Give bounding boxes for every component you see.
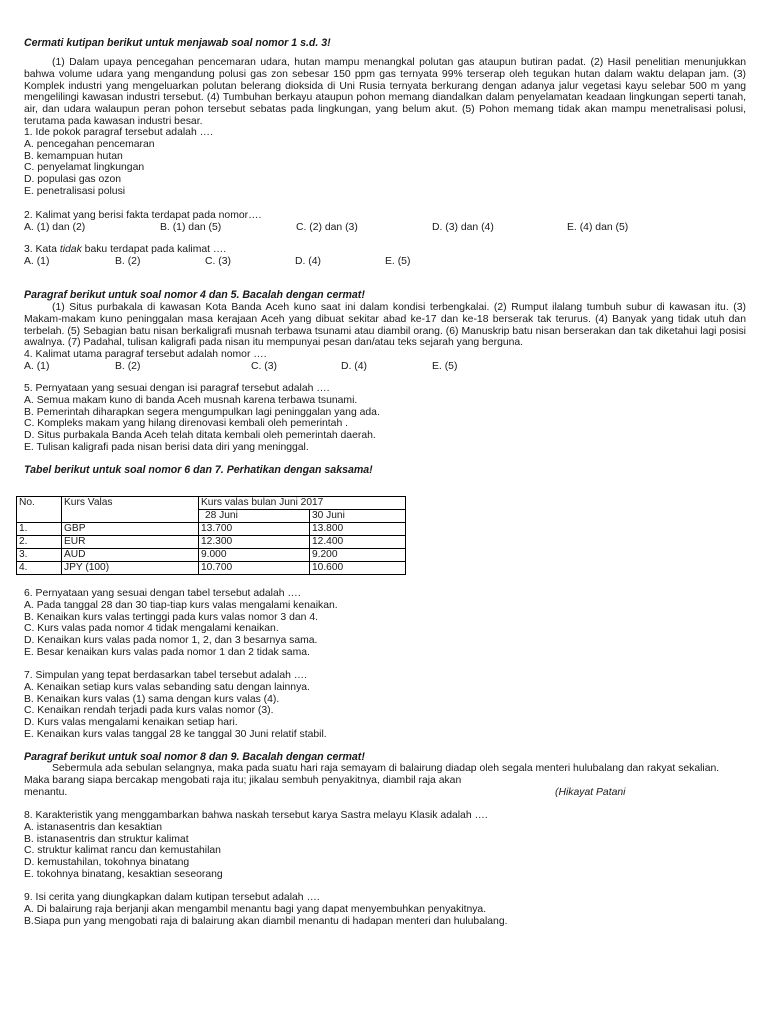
option: E. penetralisasi polusi (24, 185, 126, 197)
option: E. tokohnya binatang, kesaktian seseorang (24, 868, 223, 880)
option: A. Kenaikan setiap kurs valas sebanding satu dengan lainnya. (24, 681, 310, 693)
option: D. (3) dan (4) (432, 221, 494, 233)
question-text: 4. Kalimat utama paragraf tersebut adalah nomor …. (24, 349, 267, 360)
cell-date1: 9.000 (199, 549, 310, 562)
section1-passage: (1) Dalam upaya pencegahan pencemaran udara, hutan mampu menangkal polutan gas ataupun butiran padat. (2) Hasil penelitian menunjukkan bahwa volume udara yang mengandung polusi gas zon sebesar 150 ppm gas ternyata 99% terserap oleh tegukan hutan dalam waktu delapan jam. (3) Komplek industri yang mengeluarkan polutan belerang dioksida di Uni Rusia ternyata berkurang dengan adanya jalur vegetasi kayu selebar 500 m yang mengelilingi kawasan industri tersebut. (4) Tumbuhan berkayu ataupun pohon memang diandalkan dalam penyelamatan keadaan lingkungan seperti tanah, air, dan udara walaupun peran pohon tersebut sebatas pada lingkungan, yang belum akut. (5) Pohon memang tidak akan mampu menetralisasi polusi, terutama pada kawasan industri besar. (24, 57, 746, 127)
cell-date1: 10.700 (199, 562, 310, 575)
section1-heading: Cermati kutipan berikut untuk menjawab soal nomor 1 s.d. 3! (24, 37, 331, 49)
option: E. (5) (385, 255, 411, 267)
option: B. (2) (115, 360, 141, 372)
cell-no: 3. (17, 549, 62, 562)
option: B. Pemerintah diharapkan segera mengumpulkan lagi peninggalan yang ada. (24, 406, 380, 418)
question-6 (24, 588, 746, 659)
option: C. (3) (251, 360, 277, 372)
option: A. Di balairung raja berjanji akan mengambil menantu bagi yang dapat menyembuhkan penyakitnya. (24, 903, 487, 915)
section2-passage: (1) Situs purbakala di kawasan Kota Banda Aceh kuno saat ini dalam kondisi terbengkalai. (2) Rumput ilalang tumbuh subur di kawasan itu. (3) Makam-makam kuno peninggalan masa kerajaan Aceh yang dibuat sekitar abad ke-17 dan ke-18 berserak tak terurus. (4) Banyak yang tidak utuh dan terbelah. (5) Sebagian batu nisan berkaligrafi musnah terbawa tsunami atau diambil orang. (6) Manuskrip batu nisan berserakan dan tak diketahui lagi posisi awalnya. (7) Padahal, tulisan kaligrafi pada nisan itu mempunyai pesan dan/atau teks sejarah yang berguna. (24, 302, 746, 349)
option: C. (2) dan (3) (296, 221, 358, 233)
option: A. pencegahan pencemaran (24, 138, 155, 150)
table-header-row (17, 497, 406, 510)
question-7 (24, 670, 746, 741)
cell-no: 4. (17, 562, 62, 575)
option: A. (1) dan (2) (24, 221, 86, 233)
option: B. Kenaikan kurs valas (1) sama dengan kurs valas (4). (24, 693, 280, 705)
section4-heading: Paragraf berikut untuk soal nomor 8 dan 9. Bacalah dengan cermat! (24, 751, 365, 763)
italic-word: tidak (59, 244, 82, 255)
cell-no: 1. (17, 523, 62, 536)
section3-heading: Tabel berikut untuk soal nomor 6 dan 7. Perhatikan dengan saksama! (24, 464, 373, 476)
option: A. Pada tanggal 28 dan 30 tiap-tiap kurs valas mengalami kenaikan. (24, 599, 338, 611)
question-9 (24, 892, 746, 927)
header-date2: 30 Juni (310, 510, 406, 523)
option: A. istanasentris dan kesaktian (24, 821, 163, 833)
question-8 (24, 810, 746, 881)
table-row (17, 549, 406, 562)
cell-kurs: GBP (62, 523, 199, 536)
question-1 (24, 127, 746, 198)
option: C. (3) (205, 255, 231, 267)
option: A. (1) (24, 360, 50, 372)
option: D. (4) (295, 255, 321, 267)
option: C. Kurs valas pada nomor 4 tidak mengalami kenaikan. (24, 623, 279, 635)
option: C. struktur kalimat rancu dan kemustahilan (24, 845, 221, 857)
option: D. kemustahilan, tokohnya binatang (24, 857, 190, 869)
option: E. Besar kenaikan kurs valas pada nomor 1 dan 2 tidak sama. (24, 646, 310, 658)
option: A. Semua makam kuno di banda Aceh musnah karena terbawa tsunami. (24, 394, 358, 406)
option: B. (1) dan (5) (160, 221, 222, 233)
header-kurs: Kurs Valas (62, 497, 199, 523)
options-row (24, 256, 746, 268)
option: C. penyelamat lingkungan (24, 162, 145, 174)
option: E. (4) dan (5) (567, 221, 629, 233)
table-row (17, 536, 406, 549)
question-text: 8. Karakteristik yang menggambarkan bahwa naskah tersebut karya Sastra melayu Klasik adalah …. (24, 810, 488, 821)
question-2 (24, 210, 746, 234)
section4-passage-line3: menantu. (Hikayat Patani (24, 787, 626, 798)
option: C. Kompleks makam yang hilang direnovasi kembali oleh pemerintah . (24, 418, 349, 430)
table-row (17, 523, 406, 536)
kurs-valas-table (16, 496, 406, 575)
option: D. populasi gas ozon (24, 174, 122, 186)
option: D. Situs purbakala Banda Aceh telah ditata kembali oleh pemerintah daerah. (24, 430, 376, 442)
question-text: 1. Ide pokok paragraf tersebut adalah …. (24, 127, 213, 138)
section2-heading: Paragraf berikut untuk soal nomor 4 dan 5. Bacalah dengan cermat! (24, 289, 365, 301)
question-4 (24, 349, 746, 373)
cell-date1: 13.700 (199, 523, 310, 536)
section4-passage-line1: Sebermula ada sebulan selangnya, maka pada suatu hari raja semayam di balairung diadap oleh segala menteri hulubalang dan rakyat sekalian. (52, 763, 720, 774)
cell-date2: 9.200 (310, 549, 406, 562)
question-text: 7. Simpulan yang tepat berdasarkan tabel tersebut adalah …. (24, 670, 308, 681)
section4-passage-line2: Maka barang siapa bercakap mengobati raja itu; jikalau sembuh penyakitnya, diambil raja akan (24, 775, 462, 786)
question-text: 5. Pernyataan yang sesuai dengan isi paragraf tersebut adalah …. (24, 383, 330, 394)
option: B. istanasentris dan struktur kalimat (24, 833, 189, 845)
question-5 (24, 383, 746, 454)
question-text: 2. Kalimat yang berisi fakta terdapat pada nomor…. (24, 210, 262, 221)
option: C. Kenaikan rendah terjadi pada kurs valas nomor (3). (24, 705, 274, 717)
header-group: Kurs valas bulan Juni 2017 (199, 497, 406, 510)
header-no: No. (17, 497, 62, 523)
cell-date2: 12.400 (310, 536, 406, 549)
option: B.Siapa pun yang mengobati raja di balairung akan diambil menantu di hadapan menteri dan hulubalang. (24, 915, 508, 927)
question-3 (24, 244, 746, 268)
option: B. kemampuan hutan (24, 150, 123, 162)
question-text: 9. Isi cerita yang diungkapkan dalam kutipan tersebut adalah …. (24, 892, 320, 903)
cell-kurs: EUR (62, 536, 199, 549)
table-row (17, 562, 406, 575)
cell-date2: 13.800 (310, 523, 406, 536)
header-date1: 28 Juni (199, 510, 310, 523)
options-row (24, 222, 746, 234)
option: D. Kurs valas mengalami kenaikan setiap hari. (24, 717, 238, 729)
cell-kurs: JPY (100) (62, 562, 199, 575)
option: B. (2) (115, 255, 141, 267)
source-citation: (Hikayat Patani (555, 787, 626, 798)
option: E. Kenaikan kurs valas tanggal 28 ke tanggal 30 Juni relatif stabil. (24, 728, 327, 740)
options-row (24, 361, 746, 373)
cell-no: 2. (17, 536, 62, 549)
option: E. Tulisan kaligrafi pada nisan berisi data diri yang meninggal. (24, 441, 309, 453)
cell-kurs: AUD (62, 549, 199, 562)
option: D. Kenaikan kurs valas pada nomor 1, 2, dan 3 besarnya sama. (24, 635, 318, 647)
option: B. Kenaikan kurs valas tertinggi pada kurs valas nomor 3 dan 4. (24, 611, 318, 623)
option: E. (5) (432, 360, 458, 372)
cell-date1: 12.300 (199, 536, 310, 549)
cell-date2: 10.600 (310, 562, 406, 575)
option: D. (4) (341, 360, 367, 372)
question-text: 3. Kata tidak baku terdapat pada kalimat …. (24, 244, 227, 255)
question-text: 6. Pernyataan yang sesuai dengan tabel tersebut adalah …. (24, 588, 301, 599)
option: A. (1) (24, 255, 50, 267)
